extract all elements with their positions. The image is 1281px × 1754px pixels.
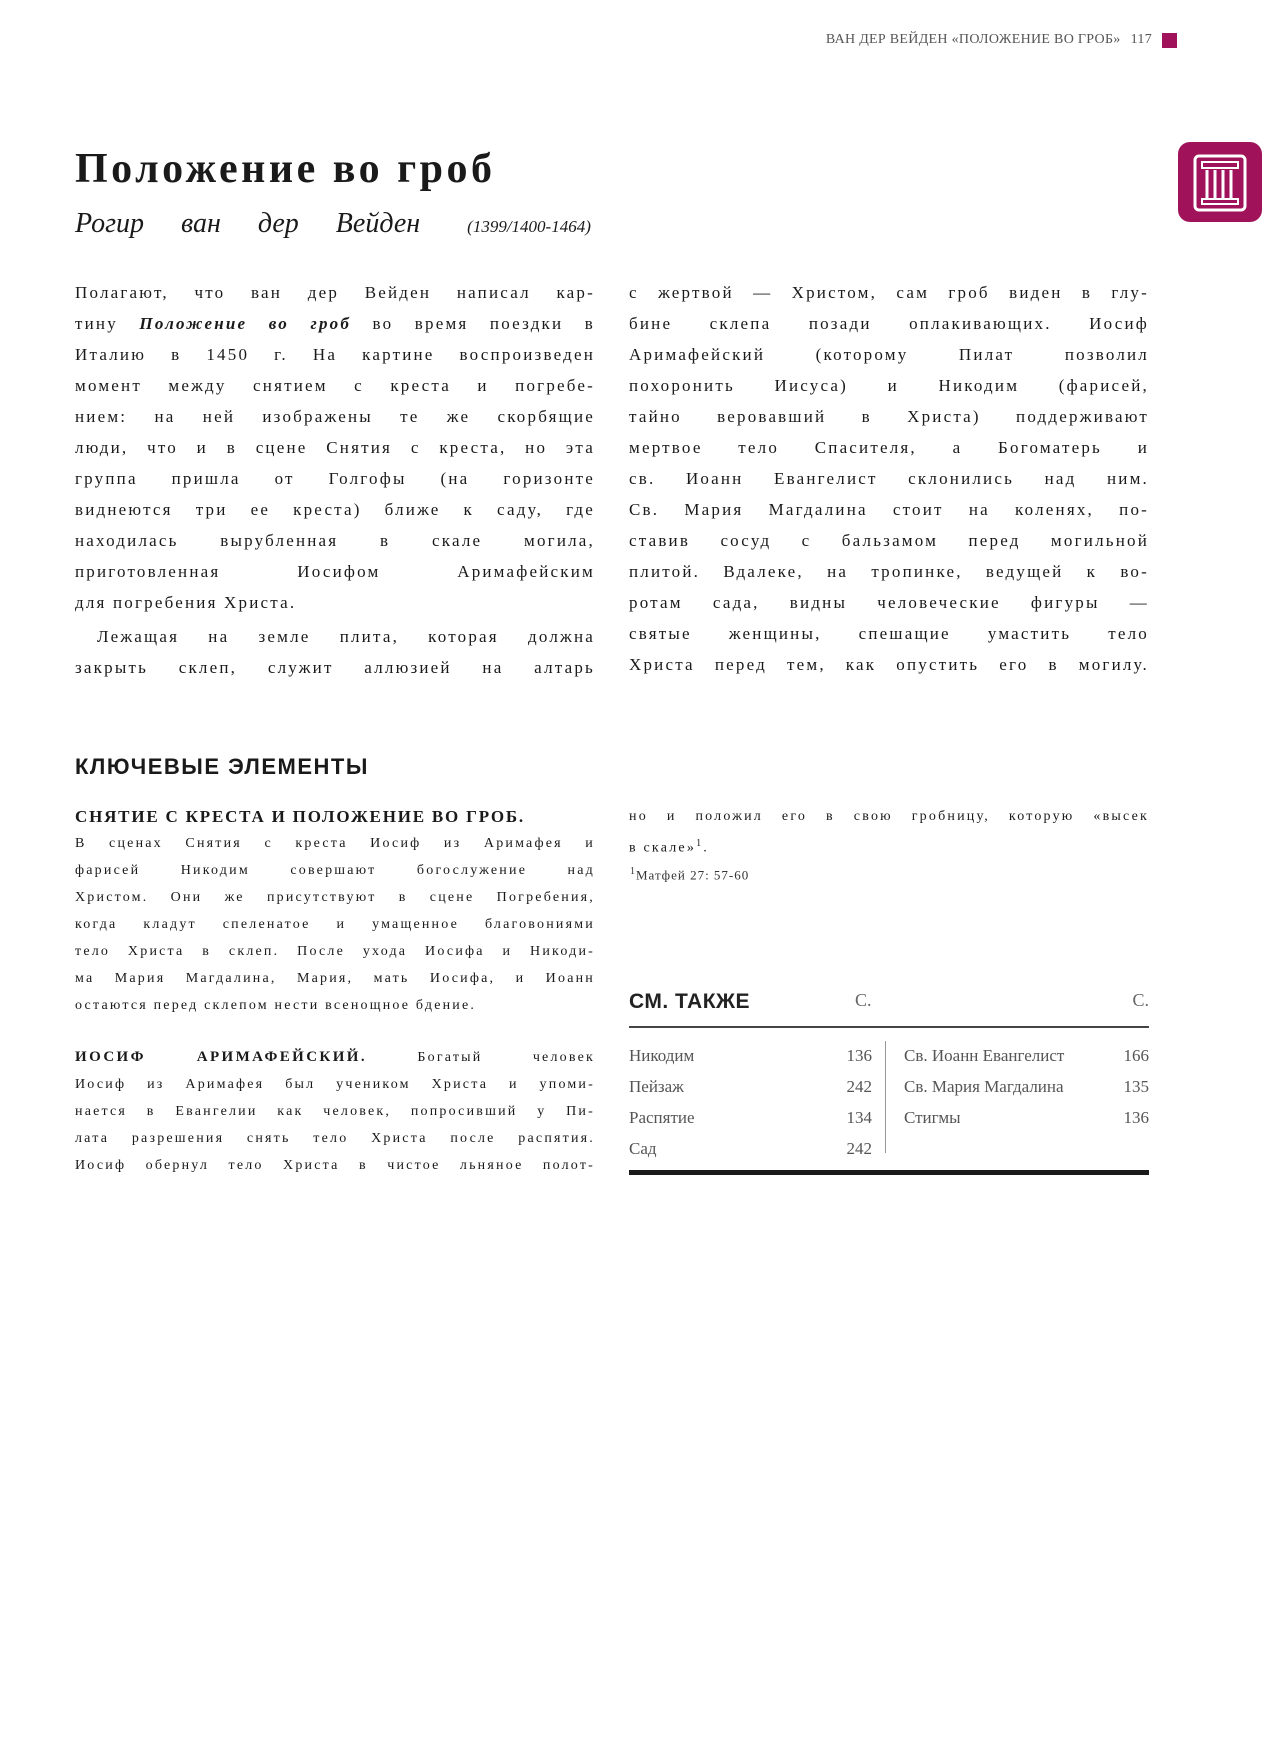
text-line: похоронить Иисуса) и Никодим (фарисей, bbox=[629, 376, 1149, 395]
text-run: во время поездки в bbox=[351, 314, 595, 333]
footnote-text: Матфей 27: 57-60 bbox=[636, 867, 750, 883]
text-line: момент между снятием с креста и погребе- bbox=[75, 376, 595, 395]
text-line: Италию в 1450 г. На картине воспроизведен bbox=[75, 345, 595, 364]
text-line bbox=[629, 830, 1149, 857]
footnote-number: 1 bbox=[630, 866, 636, 877]
entry-label: Св. Иоанн Евангелист bbox=[904, 1046, 1065, 1065]
entry-page: 134 bbox=[846, 1108, 872, 1127]
page-title: Положение во гроб bbox=[75, 146, 496, 192]
text-line: Полагают, что ван дер Вейден написал кар- bbox=[75, 283, 595, 302]
text-line: закрыть склеп, служит аллюзией на алтарь bbox=[75, 658, 595, 677]
text-line: В сценах Снятия с креста Иосиф из Аримафея и bbox=[75, 836, 595, 851]
section-heading: ИОСИФ АРИМАФЕЙСКИЙ. bbox=[75, 1049, 367, 1065]
text-line: фарисей Никодим совершают богослужение над bbox=[75, 863, 595, 878]
key-elements-heading: КЛЮЧЕВЫЕ ЭЛЕМЕНТЫ bbox=[75, 754, 369, 779]
text-line: Иосиф из Аримафея был учеником Христа и упоми- bbox=[75, 1077, 595, 1092]
text-line bbox=[75, 308, 595, 339]
text-line: мертвое тело Спасителя, а Богоматерь и bbox=[629, 438, 1149, 457]
see-also-entry[interactable] bbox=[904, 1040, 1149, 1071]
text-line: лата разрешения снять тело Христа после распятия. bbox=[75, 1131, 595, 1146]
page-column-label: С. bbox=[1132, 990, 1149, 1010]
section-heading: СНЯТИЕ С КРЕСТА И ПОЛОЖЕНИЕ ВО ГРОБ. bbox=[75, 807, 525, 826]
text-line: ма Мария Магдалина, Мария, мать Иосифа, и Иоанн bbox=[75, 971, 595, 986]
text-line: находилась вырубленная в скале могила, bbox=[75, 531, 595, 550]
see-also-title: СМ. ТАКЖЕ bbox=[629, 990, 751, 1013]
running-header bbox=[826, 32, 1177, 48]
artist-dates: (1399/1400-1464) bbox=[467, 217, 591, 236]
entry-page: 242 bbox=[846, 1139, 872, 1158]
text-line: группа пришла от Голгофы (на горизонте bbox=[75, 469, 595, 488]
building-columns-icon-graphic bbox=[1178, 142, 1262, 222]
text-run: Богатый человек bbox=[367, 1050, 595, 1065]
text-line: люди, что и в сцене Снятия с креста, но эта bbox=[75, 438, 595, 457]
page-number: 117 bbox=[1130, 32, 1152, 47]
text-line: когда кладут спеленатое и умащенное благовониями bbox=[75, 917, 595, 932]
footnote-marker: 1 bbox=[696, 838, 704, 849]
building-columns-icon bbox=[1178, 142, 1262, 222]
text-line: нается в Евангелии как человек, попросивший у Пи- bbox=[75, 1104, 595, 1119]
text-line: бине склепа позади оплакивающих. Иосиф bbox=[629, 314, 1149, 333]
text-line: Христа перед тем, как опустить его в могилу. bbox=[629, 655, 1149, 674]
header-accent-square bbox=[1162, 33, 1177, 48]
entry-label: Св. Мария Магдалина bbox=[904, 1077, 1064, 1096]
text-line: виднеются три ее креста) ближе к саду, где bbox=[75, 500, 595, 519]
entry-label: Пейзаж bbox=[629, 1077, 684, 1096]
column-divider bbox=[885, 1041, 886, 1153]
text-run: в скале» bbox=[629, 840, 697, 856]
text-line: с жертвой — Христом, сам гроб виден в глу- bbox=[629, 283, 1149, 302]
text-line: тайно веровавший в Христа) поддерживают bbox=[629, 407, 1149, 426]
see-also-entry[interactable] bbox=[629, 1071, 872, 1102]
text-line: св. Иоанн Евангелист склонились над ним. bbox=[629, 469, 1149, 488]
text-line: ротам сада, видны человеческие фигуры — bbox=[629, 593, 1149, 612]
text-line: ставив сосуд с бальзамом перед могильной bbox=[629, 531, 1149, 550]
entry-label: Сад bbox=[629, 1139, 657, 1158]
entry-page: 136 bbox=[846, 1046, 872, 1065]
intro-column-right bbox=[629, 277, 1149, 680]
text-line: остаются перед склепом нести всенощное бдение. bbox=[75, 998, 477, 1013]
artist-name: Рогир ван дер Вейден bbox=[75, 208, 421, 239]
page-column-label: С. bbox=[855, 990, 872, 1010]
text-line: тело Христа в склеп. После ухода Иосифа и Никоди- bbox=[75, 944, 595, 959]
text-line: плитой. Вдалеке, на тропинке, ведущей к во- bbox=[629, 562, 1149, 581]
text-line bbox=[75, 1044, 595, 1071]
text-run: тину bbox=[75, 314, 140, 333]
running-header-title: ВАН ДЕР ВЕЙДЕН «ПОЛОЖЕНИЕ ВО ГРОБ» bbox=[825, 32, 1121, 47]
see-also-entry[interactable] bbox=[629, 1133, 872, 1164]
see-also-entry[interactable] bbox=[904, 1102, 1149, 1133]
text-run: . bbox=[703, 840, 709, 856]
see-also-box bbox=[629, 990, 1149, 1175]
entry-label: Никодим bbox=[629, 1046, 695, 1065]
text-line: нием: на ней изображены те же скорбящие bbox=[75, 407, 595, 426]
see-also-column-left bbox=[629, 1040, 872, 1164]
entry-page: 135 bbox=[1123, 1077, 1149, 1096]
key-section-continuation bbox=[629, 803, 1149, 857]
see-also-entry[interactable] bbox=[629, 1102, 872, 1133]
entry-page: 136 bbox=[1123, 1108, 1149, 1127]
key-section-deposition bbox=[75, 803, 595, 1019]
entry-label: Стигмы bbox=[904, 1108, 961, 1127]
intro-column-left bbox=[75, 277, 595, 683]
painting-title-emphasis: Положение во гроб bbox=[139, 314, 352, 333]
text-line: но и положил его в свою гробницу, которую «высек bbox=[629, 809, 1149, 824]
text-line: Св. Мария Магдалина стоит на коленях, по- bbox=[629, 500, 1149, 519]
entry-page: 166 bbox=[1123, 1046, 1149, 1065]
text-line: для погребения Христа. bbox=[75, 593, 297, 612]
see-also-column-right bbox=[904, 1040, 1149, 1133]
key-section-joseph bbox=[75, 1044, 595, 1179]
text-line: Лежащая на земле плита, которая должна bbox=[97, 627, 595, 646]
text-line: святые женщины, спешащие умастить тело bbox=[629, 624, 1149, 643]
entry-label: Распятие bbox=[629, 1108, 695, 1127]
entry-page: 242 bbox=[846, 1077, 872, 1096]
see-also-entry[interactable] bbox=[904, 1071, 1149, 1102]
see-also-entry[interactable] bbox=[629, 1040, 872, 1071]
artist-subtitle bbox=[75, 208, 591, 240]
text-line: Иосиф обернул тело Христа в чистое льняное полот- bbox=[75, 1158, 595, 1173]
footnote bbox=[630, 866, 749, 883]
see-also-header bbox=[629, 990, 1149, 1028]
text-line: Аримафейский (которому Пилат позволил bbox=[629, 345, 1149, 364]
text-line: Христом. Они же присутствуют в сцене Погребения, bbox=[75, 890, 595, 905]
see-also-table bbox=[629, 1028, 1149, 1175]
text-line: приготовленная Иосифом Аримафейским bbox=[75, 562, 595, 581]
